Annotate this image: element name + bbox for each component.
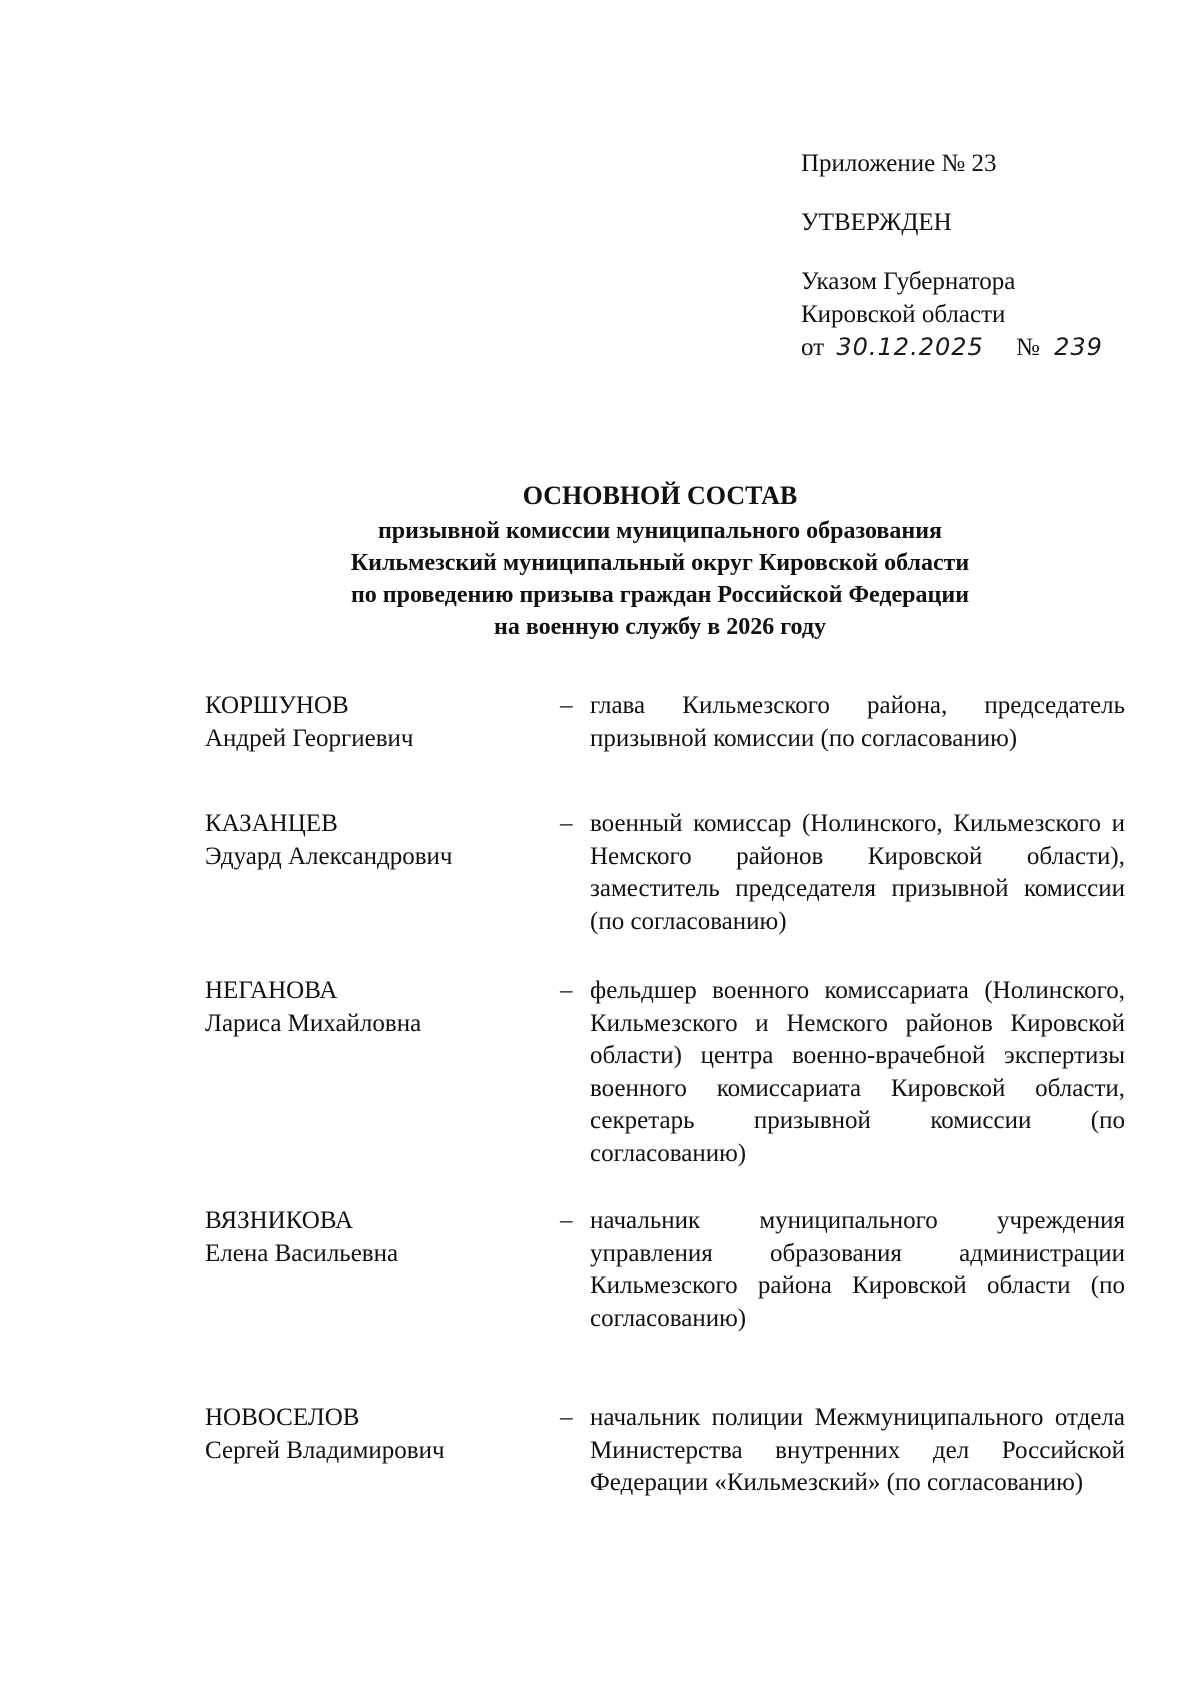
member-given-names: Елена Васильевна xyxy=(205,1239,399,1267)
member-surname: НОВОСЕЛОВ xyxy=(205,1404,360,1431)
member-dash: – xyxy=(560,692,573,719)
member-given-names: Лариса Михайловна xyxy=(205,1009,422,1037)
member-surname: КАЗАНЦЕВ xyxy=(205,810,338,837)
dash-spacer xyxy=(545,975,560,1170)
member-entry xyxy=(205,975,1125,1170)
member-surname: КОРШУНОВ xyxy=(205,692,349,719)
dash-spacer xyxy=(545,1402,560,1500)
member-dash: – xyxy=(560,810,573,837)
decree-line-1: Указом Губернатора xyxy=(801,268,1016,295)
member-given-names: Сергей Владимирович xyxy=(205,1436,445,1464)
title-line-1: призывной комиссии муниципального образования xyxy=(377,518,943,544)
dash-spacer xyxy=(545,808,560,938)
title-line-2: Кильмезский муниципальный округ Кировской области xyxy=(350,550,970,576)
member-entry xyxy=(205,1402,1125,1500)
handwritten-number: 239 xyxy=(1054,333,1103,361)
member-role: начальник полиции Межмуниципального отдела Министерства внутренних дел Российской Федерации «Кильмезский» (по согласованию) xyxy=(590,1404,1125,1496)
title-line-3: по проведению призыва граждан Российской Федерации xyxy=(350,582,970,608)
member-name xyxy=(205,1402,545,1500)
member-dash: – xyxy=(560,1404,573,1431)
document-title xyxy=(190,479,1130,643)
member-dash: – xyxy=(560,977,573,1004)
title-main: ОСНОВНОЙ СОСТАВ xyxy=(522,481,798,510)
member-name xyxy=(205,975,545,1170)
dash-spacer xyxy=(545,1205,560,1335)
number-prefix: № xyxy=(1016,334,1040,361)
approved-label: УТВЕРЖДЕН xyxy=(801,209,952,236)
member-dash: – xyxy=(560,1207,573,1234)
member-entry xyxy=(205,1205,1125,1335)
member-name xyxy=(205,808,545,938)
member-entry xyxy=(205,808,1125,938)
member-given-names: Андрей Георгиевич xyxy=(205,724,414,752)
decree-line-2: Кировской области xyxy=(801,301,1006,328)
member-role: глава Кильмезского района, председатель призывной комиссии (по согласованию) xyxy=(590,692,1125,752)
member-name xyxy=(205,690,545,755)
member-role: фельдшер военного комиссариата (Нолинского, Кильмезского и Немского районов Кировской области) центра военно-врачебной экспертизы военного комиссариата Кировской области, секретарь призывной комиссии (по согласованию) xyxy=(590,977,1125,1167)
date-prefix: от xyxy=(801,334,825,361)
dash-spacer xyxy=(545,690,560,755)
approval-stamp-block xyxy=(801,147,1161,364)
member-surname: ВЯЗНИКОВА xyxy=(205,1207,353,1234)
member-surname: НЕГАНОВА xyxy=(205,977,338,1004)
member-role: военный комиссар (Нолинского, Кильмезского и Немского районов Кировской области), заместитель председателя призывной комиссии (по согласованию) xyxy=(590,810,1125,935)
title-line-4: на военную службу в 2026 году xyxy=(494,614,826,640)
appendix-label: Приложение № 23 xyxy=(801,150,997,177)
handwritten-date: 30.12.2025 xyxy=(836,333,984,361)
member-name xyxy=(205,1205,545,1335)
decree-date-line xyxy=(801,331,1161,364)
member-given-names: Эдуард Александрович xyxy=(205,842,453,870)
member-role: начальник муниципального учреждения управления образования администрации Кильмезского района Кировской области (по согласованию) xyxy=(590,1207,1125,1332)
member-entry xyxy=(205,690,1125,755)
